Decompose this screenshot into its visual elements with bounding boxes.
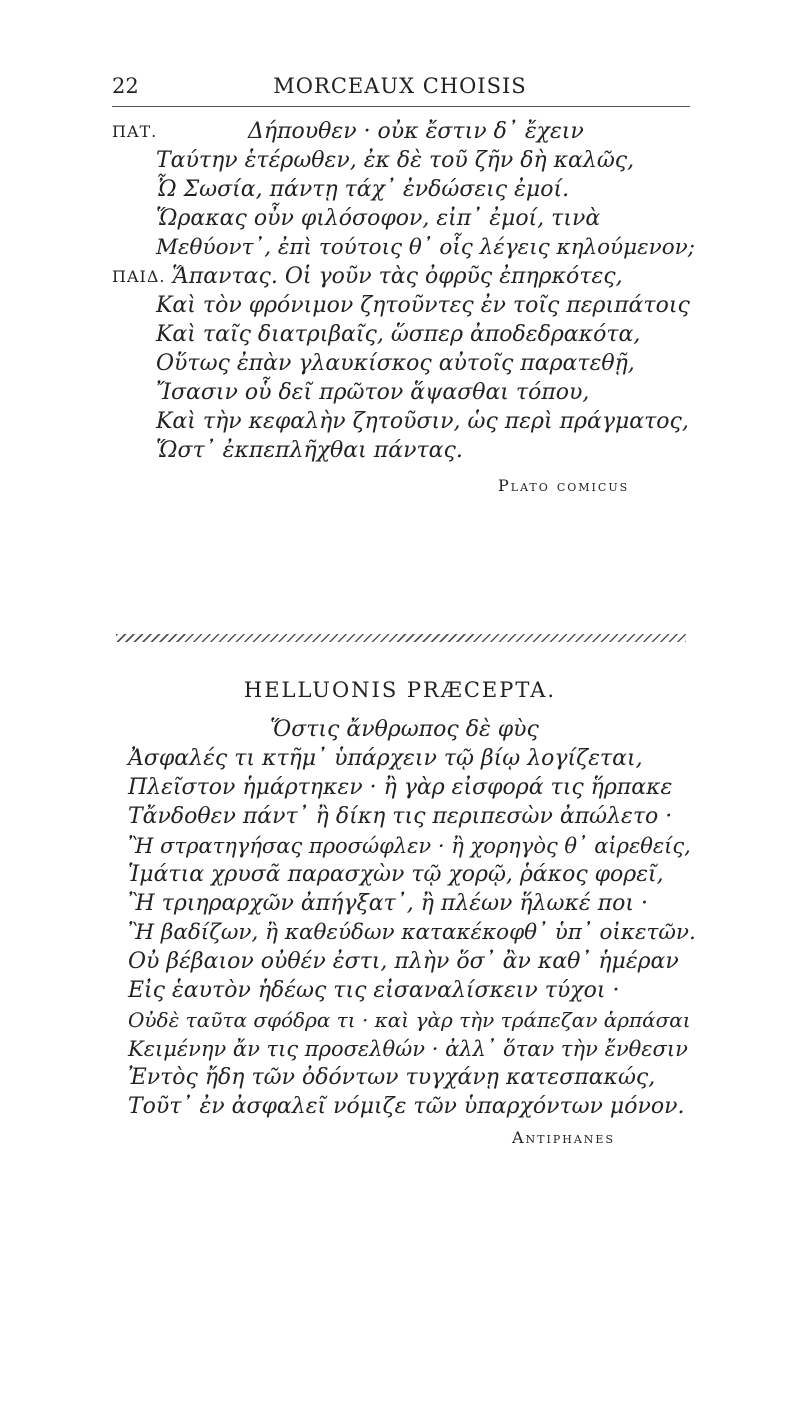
verse-line: Κειμένην ἄν τις προσελθών · ἀλλ᾽ ὅταν τὴν ἔνθεσιν: [128, 1037, 688, 1061]
verse-line: Οὐ βέβαιον οὐθέν ἐστι, πλὴν ὅσ᾽ ἂν καθ᾽ ἡμέραν: [128, 949, 679, 974]
verse-line: Ταύτην ἑτέρωθεν, ἐκ δὲ τοῦ ζῆν δὴ καλῶς,: [156, 148, 635, 173]
header-rule: [112, 106, 690, 107]
verse-line: Εἰς ἑαυτὸν ἡδέως τις εἰσαναλίσκειν τύχοι ·: [128, 978, 620, 1003]
verse-line: Ὥρακας οὖν φιλόσοφον, εἰπ᾽ ἐμοί, τινὰ: [156, 206, 601, 231]
verse-line: Ἢ βαδίζων, ἢ καθεύδων κατακέκοφθ᾽ ὑπ᾽ οἰκετῶν.: [128, 920, 696, 945]
verse-line: Ἢ τριηραρχῶν ἀπήγξατ᾽, ἢ πλέων ἥλωκέ ποι ·: [128, 891, 648, 916]
speaker-label: ΠΑΙΔ.: [112, 267, 166, 286]
ornamental-separator: [116, 634, 686, 642]
author-attribution: Antiphanes: [512, 1128, 615, 1147]
page-number: 22: [112, 74, 139, 98]
author-attribution: Plato comicus: [498, 476, 630, 495]
verse-line: Ὥστ᾽ ἐκπεπλῆχθαι πάντας.: [156, 438, 463, 463]
verse-line: Καὶ τὴν κεφαλὴν ζητοῦσιν, ὡς περὶ πράγματος,: [156, 409, 689, 434]
verse-line: Ὦ Σωσία, πάντῃ τάχ᾽ ἐνδώσεις ἐμοί.: [156, 177, 570, 202]
verse-line: Καὶ τὸν φρόνιμον ζητοῦντες ἐν τοῖς περιπάτοις: [156, 293, 690, 318]
verse-line: Οὐδὲ ταῦτα σφόδρα τι · καὶ γὰρ τὴν τράπεζαν ἁρπάσαι: [128, 1008, 691, 1032]
verse-line: Ἴσασιν οὗ δεῖ πρῶτον ἅψασθαι τόπου,: [156, 380, 590, 405]
verse-line: Τἄνδοθεν πάντ᾽ ἢ δίκη τις περιπεσὼν ἀπώλετο ·: [128, 804, 673, 829]
verse-line: Τοῦτ᾽ ἐν ἀσφαλεῖ νόμιζε τῶν ὑπαρχόντων μόνον.: [128, 1094, 685, 1119]
verse-line: Πλεῖστον ἡμάρτηκεν · ἢ γὰρ εἰσφορά τις ἥρπακε: [128, 775, 673, 800]
verse-line: Ὅστις ἄνθρωπος δὲ φὺς: [270, 717, 539, 742]
verse-line: Ἀσφαλές τι κτῆμ᾽ ὑπάρχειν τῷ βίῳ λογίζεται,: [128, 746, 643, 771]
verse-line: Ἅπαντας. Οἱ γοῦν τὰς ὀφρῦς ἐπηρκότες,: [172, 264, 623, 289]
verse-line: Ἢ στρατηγήσας προσώφλεν · ἢ χορηγὸς θ᾽ αἱρεθείς,: [128, 834, 691, 858]
verse-line: Οὕτως ἐπὰν γλαυκίσκος αὐτοῖς παρατεθῇ,: [156, 351, 635, 376]
speaker-label: ΠΑΤ.: [112, 122, 158, 141]
verse-line: Μεθύοντ᾽, ἐπὶ τούτοις θ᾽ οἷς λέγεις κηλούμενον;: [156, 235, 695, 260]
running-title: MORCEAUX CHOISIS: [273, 74, 527, 98]
verse-line: Δήπουθεν · οὐκ ἔστιν δ᾽ ἔχειν: [248, 119, 584, 144]
verse-line: Ἐντὸς ἤδη τῶν ὀδόντων τυγχάνῃ κατεσπακώς,: [128, 1065, 656, 1090]
verse-line: Καὶ ταῖς διατριβαῖς, ὥσπερ ἀποδεδρακότα,: [156, 322, 641, 347]
verse-line: Ἱμάτια χρυσᾶ παρασχὼν τῷ χορῷ, ῥάκος φορεῖ,: [128, 862, 664, 887]
section-title: HELLUONIS PRÆCEPTA.: [243, 678, 557, 702]
page-header: [112, 74, 688, 104]
